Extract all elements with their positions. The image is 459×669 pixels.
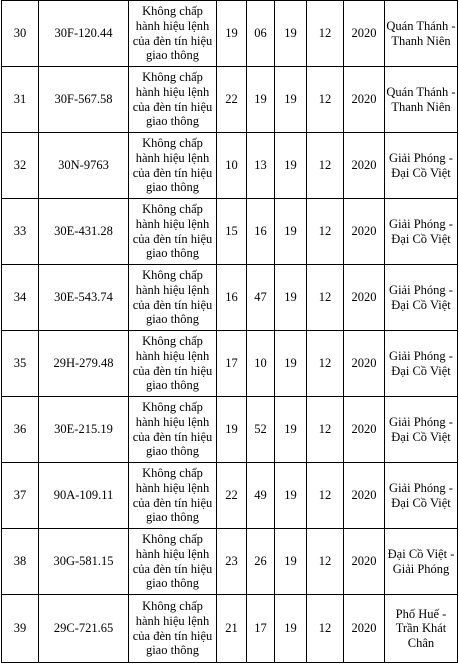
cell-month: 12 [307,67,344,133]
cell-violation: Không chấp hành hiệu lệnh của đèn tín hiệu giao thông [129,529,217,595]
cell-year: 2020 [344,331,385,397]
cell-minute: 16 [247,199,275,265]
cell-month: 12 [307,463,344,529]
cell-location: Giải Phóng - Đại Cồ Việt [385,199,458,265]
cell-day: 19 [275,331,307,397]
cell-stt: 30 [2,1,39,67]
cell-day: 19 [275,397,307,463]
cell-minute: 47 [247,265,275,331]
table-row [2,199,458,265]
cell-violation: Không chấp hành hiệu lệnh của đèn tín hiệu giao thông [129,463,217,529]
cell-year: 2020 [344,463,385,529]
cell-violation: Không chấp hành hiệu lệnh của đèn tín hiệu giao thông [129,595,217,663]
cell-hour: 10 [217,133,247,199]
cell-month: 12 [307,529,344,595]
cell-license-plate: 30E-215.19 [39,397,129,463]
cell-location: Giải Phóng - Đại Cồ Việt [385,463,458,529]
cell-minute: 19 [247,67,275,133]
cell-minute: 10 [247,331,275,397]
cell-hour: 21 [217,595,247,663]
cell-month: 12 [307,331,344,397]
cell-violation: Không chấp hành hiệu lệnh của đèn tín hiệu giao thông [129,397,217,463]
cell-violation: Không chấp hành hiệu lệnh của đèn tín hiệu giao thông [129,265,217,331]
cell-day: 19 [275,1,307,67]
cell-hour: 22 [217,463,247,529]
cell-day: 19 [275,199,307,265]
cell-month: 12 [307,595,344,663]
cell-minute: 26 [247,529,275,595]
cell-day: 19 [275,133,307,199]
cell-month: 12 [307,397,344,463]
table-row [2,331,458,397]
table-row [2,1,458,67]
violations-table [1,0,458,663]
cell-stt: 35 [2,331,39,397]
cell-location: Đại Cồ Việt - Giải Phóng [385,529,458,595]
cell-day: 19 [275,529,307,595]
table-row [2,463,458,529]
cell-license-plate: 30F-567.58 [39,67,129,133]
cell-hour: 23 [217,529,247,595]
cell-violation: Không chấp hành hiệu lệnh của đèn tín hiệu giao thông [129,133,217,199]
cell-location: Giải Phóng - Đại Cồ Việt [385,331,458,397]
cell-stt: 31 [2,67,39,133]
cell-month: 12 [307,1,344,67]
cell-violation: Không chấp hành hiệu lệnh của đèn tín hiệu giao thông [129,199,217,265]
cell-day: 19 [275,463,307,529]
cell-violation: Không chấp hành hiệu lệnh của đèn tín hiệu giao thông [129,1,217,67]
cell-stt: 33 [2,199,39,265]
table-row [2,133,458,199]
cell-stt: 32 [2,133,39,199]
cell-location: Quán Thánh - Thanh Niên [385,67,458,133]
cell-location: Giải Phóng - Đại Cồ Việt [385,397,458,463]
cell-license-plate: 30E-431.28 [39,199,129,265]
cell-hour: 16 [217,265,247,331]
table-body [2,1,458,663]
cell-year: 2020 [344,1,385,67]
cell-hour: 19 [217,1,247,67]
cell-year: 2020 [344,397,385,463]
cell-license-plate: 30G-581.15 [39,529,129,595]
cell-license-plate: 30E-543.74 [39,265,129,331]
cell-license-plate: 29H-279.48 [39,331,129,397]
cell-violation: Không chấp hành hiệu lệnh của đèn tín hiệu giao thông [129,331,217,397]
cell-hour: 15 [217,199,247,265]
cell-license-plate: 30F-120.44 [39,1,129,67]
cell-year: 2020 [344,199,385,265]
cell-day: 19 [275,595,307,663]
cell-year: 2020 [344,595,385,663]
cell-month: 12 [307,199,344,265]
cell-year: 2020 [344,529,385,595]
cell-location: Quán Thánh - Thanh Niên [385,1,458,67]
cell-stt: 38 [2,529,39,595]
cell-hour: 22 [217,67,247,133]
cell-location: Giải Phóng - Đại Cồ Việt [385,133,458,199]
cell-hour: 19 [217,397,247,463]
cell-minute: 13 [247,133,275,199]
cell-license-plate: 29C-721.65 [39,595,129,663]
cell-stt: 36 [2,397,39,463]
cell-violation: Không chấp hành hiệu lệnh của đèn tín hiệu giao thông [129,67,217,133]
cell-stt: 34 [2,265,39,331]
cell-license-plate: 30N-9763 [39,133,129,199]
cell-minute: 17 [247,595,275,663]
cell-day: 19 [275,67,307,133]
cell-license-plate: 90A-109.11 [39,463,129,529]
table-row [2,265,458,331]
cell-hour: 17 [217,331,247,397]
cell-month: 12 [307,133,344,199]
cell-year: 2020 [344,67,385,133]
cell-location: Giải Phóng - Đại Cồ Việt [385,265,458,331]
cell-stt: 39 [2,595,39,663]
table-row [2,529,458,595]
table-row [2,67,458,133]
cell-minute: 52 [247,397,275,463]
cell-minute: 06 [247,1,275,67]
cell-minute: 49 [247,463,275,529]
cell-year: 2020 [344,265,385,331]
cell-stt: 37 [2,463,39,529]
cell-location: Phố Huế - Trần Khát Chân [385,595,458,663]
cell-year: 2020 [344,133,385,199]
cell-day: 19 [275,265,307,331]
table-row [2,595,458,663]
cell-month: 12 [307,265,344,331]
table-row [2,397,458,463]
